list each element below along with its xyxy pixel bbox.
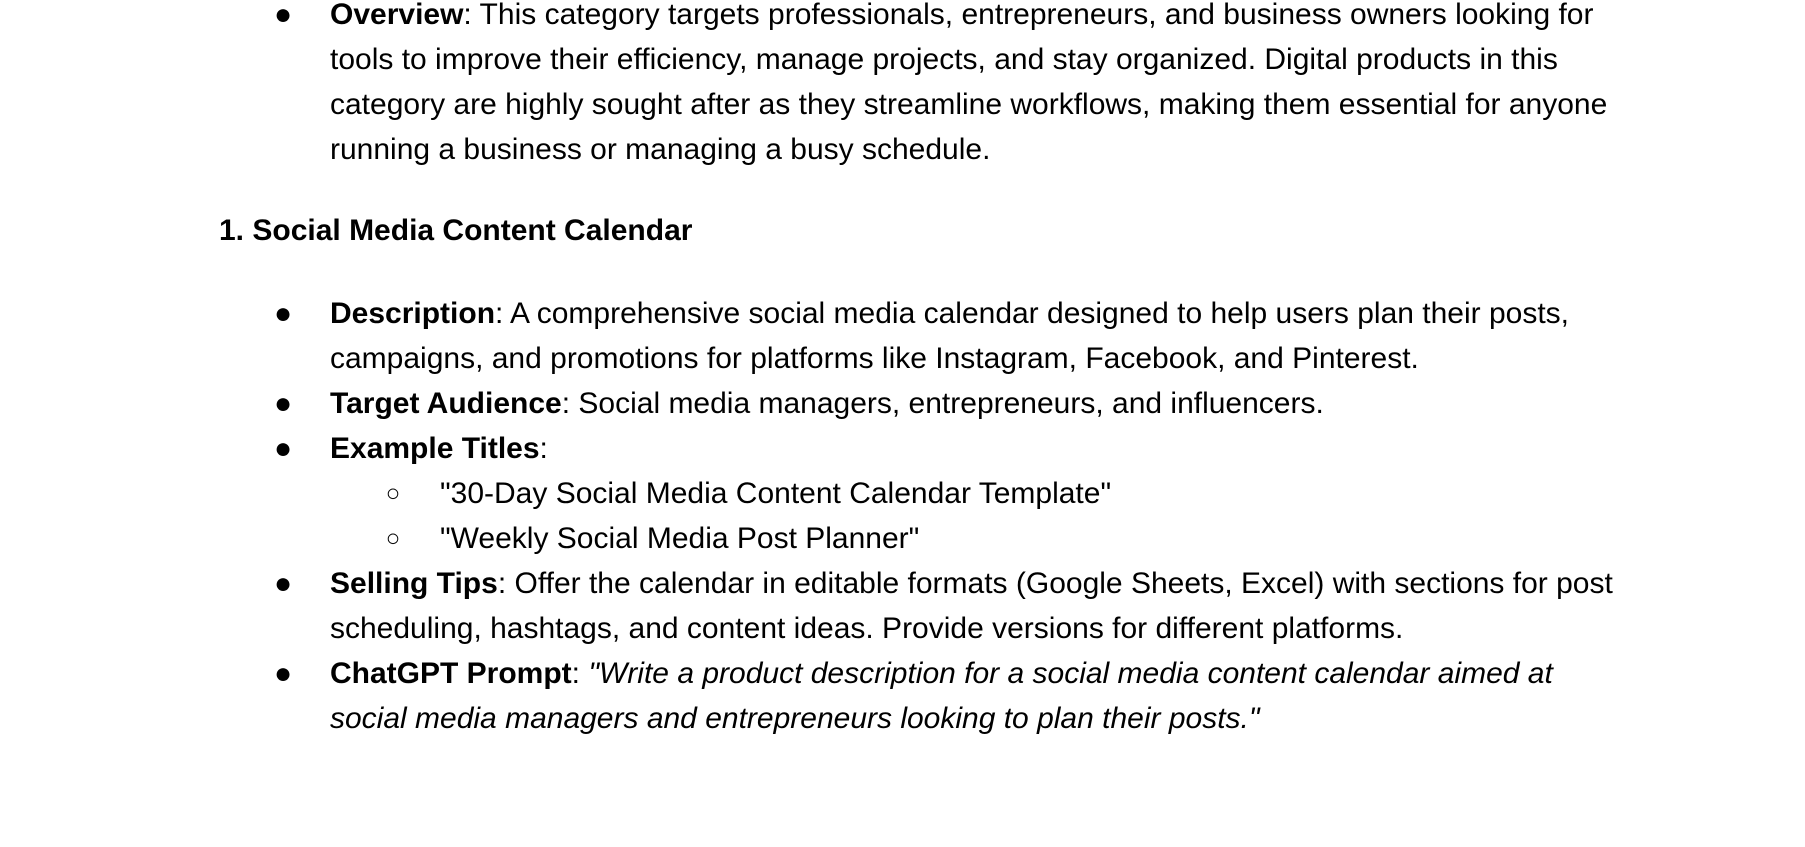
list-item-overview: [273, 0, 1630, 172]
list-item-target-audience: [273, 381, 1630, 426]
bullet-icon: ●: [273, 657, 293, 690]
description-text: A comprehensive social media calendar designed to help users plan their posts, campaigns, and promotions for platforms like Instagram, Facebook, and Pinterest.: [330, 297, 1570, 375]
audience-text: Social media managers, entrepreneurs, and influencers.: [570, 387, 1324, 420]
example-titles-list: [385, 471, 1630, 561]
titles-label: Example Titles: [330, 432, 540, 465]
bullet-icon: ●: [273, 297, 293, 330]
description-label: Description: [330, 297, 496, 330]
overview-label: Overview: [330, 0, 464, 31]
list-item-selling-tips: [273, 561, 1630, 651]
overview-sep: :: [463, 0, 472, 31]
example-title-text: "Weekly Social Media Post Planner": [440, 522, 920, 555]
overview-text: This category targets professionals, entrepreneurs, and business owners looking for tools to improve their efficiency, manage projects, and stay organized. Digital products in this category are highly sought after as they streamline workflows, making them essential for anyone running a business or managing a busy schedule.: [330, 0, 1608, 166]
tips-sep: :: [497, 567, 507, 600]
bullet-icon: ●: [273, 387, 293, 420]
example-title-item: [385, 471, 1630, 516]
audience-label: Target Audience: [330, 387, 562, 420]
tips-text: Offer the calendar in editable formats (Google Sheets, Excel) with sections for post scheduling, hashtags, and content ideas. Provide versions for different platforms.: [330, 567, 1613, 645]
description-sep: :: [495, 297, 504, 330]
section-heading: 1. Social Media Content Calendar: [219, 214, 693, 247]
example-title-item: [385, 516, 1630, 561]
list-item-description: [273, 291, 1630, 381]
list-item-chatgpt-prompt: [273, 651, 1630, 741]
circle-bullet-icon: ○: [385, 525, 401, 552]
details-list: [273, 291, 1630, 741]
tips-label: Selling Tips: [330, 567, 498, 600]
prompt-text: "Write a product description for a social media content calendar aimed at social media managers and entrepreneurs looking to plan their posts.": [330, 657, 1553, 735]
list-item-example-titles: [273, 426, 1630, 561]
example-title-text: "30-Day Social Media Content Calendar Template": [440, 477, 1112, 510]
bullet-icon: ●: [273, 432, 293, 465]
titles-sep: :: [539, 432, 548, 465]
prompt-sep: :: [571, 657, 589, 690]
audience-sep: :: [561, 387, 571, 420]
overview-list: [273, 0, 1630, 172]
bullet-icon: ●: [273, 567, 293, 600]
circle-bullet-icon: ○: [385, 480, 401, 507]
prompt-label: ChatGPT Prompt: [330, 657, 572, 690]
bullet-icon: ●: [273, 0, 293, 31]
